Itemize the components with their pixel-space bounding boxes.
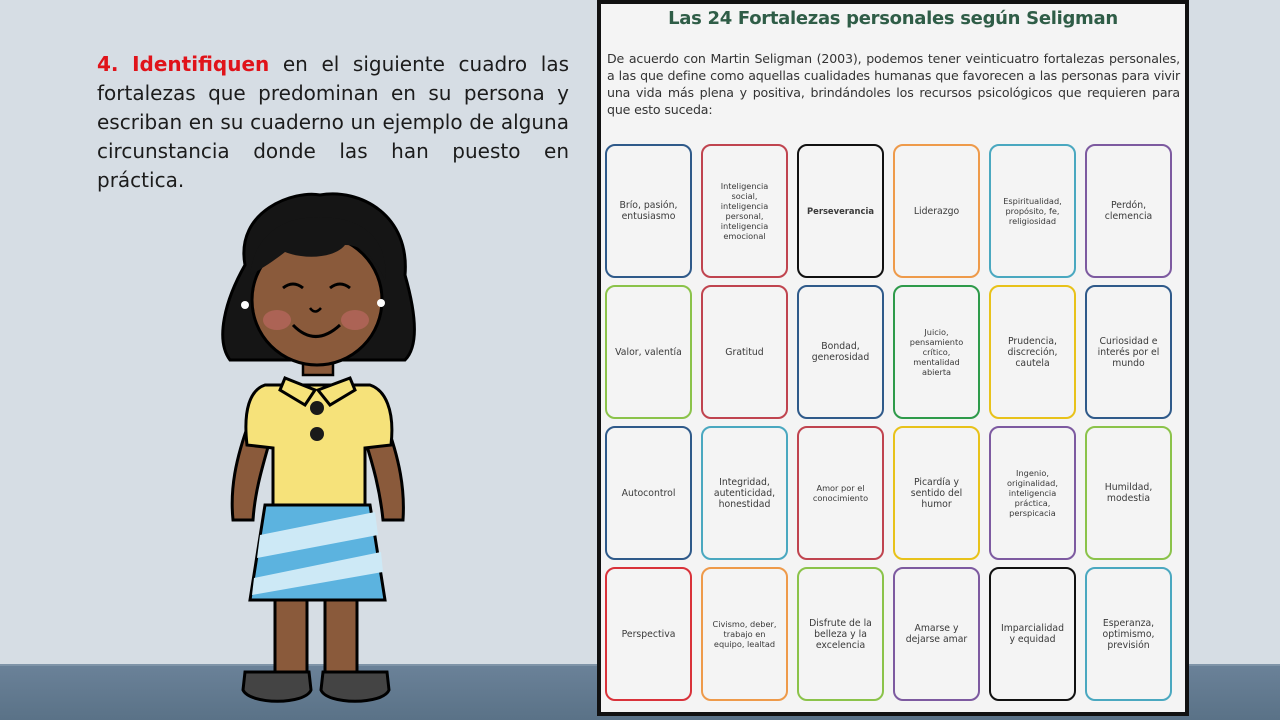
strength-card: [1085, 285, 1172, 419]
strength-card: [797, 285, 884, 419]
strength-card-label: Prudencia, discreción, cautela: [1007, 335, 1058, 369]
strength-card: [989, 285, 1076, 419]
strengths-grid: [605, 144, 1185, 712]
strength-card-label: Perspectiva: [621, 628, 676, 640]
strength-card: [893, 567, 980, 701]
strength-card: [605, 567, 692, 701]
strength-card: [605, 144, 692, 278]
strength-card-label: Picardía y sentido del humor: [910, 476, 963, 510]
instruction-number: 4.: [97, 52, 119, 76]
strength-card-label: Brío, pasión, entusiasmo: [619, 200, 678, 222]
strength-card: [605, 426, 692, 560]
strength-card-label: Civismo, deber, trabajo en equipo, lealtad: [712, 619, 777, 649]
strength-card: [701, 285, 788, 419]
strength-card: [701, 426, 788, 560]
strength-card-label: Curiosidad e interés por el mundo: [1097, 335, 1160, 369]
strength-card-label: Disfrute de la belleza y la excelencia: [809, 617, 872, 651]
strength-card: [893, 144, 980, 278]
strength-card-label: Humildad, modestia: [1104, 482, 1153, 504]
poster-intro: De acuerdo con Martin Seligman (2003), podemos tener veinticuatro fortalezas personales, a las que define como aquellas cualidades humanas que favorecen a las personas para vivir una vida más plena y positiva, brindándoles los recursos psicológicos que requieren para que esto suceda:: [607, 51, 1180, 117]
strength-card-label: Amor por el conocimiento: [812, 483, 869, 503]
strength-card-label: Inteligencia social, inteligencia personal, inteligencia emocional: [720, 181, 769, 241]
strength-card-label: Esperanza, optimismo, previsión: [1102, 617, 1155, 651]
strength-card-label: Juicio, pensamiento crítico, mentalidad abierta: [909, 327, 964, 377]
strength-card-label: Autocontrol: [621, 487, 676, 499]
strength-card-label: Valor, valentía: [615, 346, 682, 358]
strength-card: [605, 285, 692, 419]
strength-card: [1085, 567, 1172, 701]
strength-card: [989, 144, 1076, 278]
strength-card: [1085, 144, 1172, 278]
strengths-poster: [597, 0, 1189, 716]
strength-card: [701, 144, 788, 278]
strength-card-label: Perseverancia: [807, 205, 874, 216]
strength-card: [1085, 426, 1172, 560]
strength-card: [797, 426, 884, 560]
strength-card: [893, 426, 980, 560]
strength-card-label: Imparcialidad y equidad: [1000, 623, 1065, 645]
instruction-text: en el siguiente cuadro las fortalezas que predominan en su persona y escriban en su cuaderno un ejemplo de alguna circunstancia donde las han puesto en práctica.: [97, 52, 569, 192]
strength-card-label: Bondad, generosidad: [811, 341, 870, 363]
strength-card-label: Liderazgo: [913, 205, 960, 217]
strength-card-label: Integridad, autenticidad, honestidad: [713, 476, 776, 510]
strength-card: [701, 567, 788, 701]
strength-card: [797, 144, 884, 278]
poster-title: Las 24 Fortalezas personales según Seligman: [668, 8, 1118, 29]
strength-card: [893, 285, 980, 419]
strength-card: [989, 567, 1076, 701]
strength-card-label: Ingenio, originalidad, inteligencia práctica, perspicacia: [1007, 468, 1058, 518]
strength-card-label: Espiritualidad, propósito, fe, religiosidad: [1003, 196, 1062, 226]
strength-card: [797, 567, 884, 701]
instruction-paragraph: [97, 50, 569, 195]
strength-card-label: Gratitud: [725, 346, 764, 358]
strength-card: [989, 426, 1076, 560]
strength-card-label: Amarse y dejarse amar: [905, 623, 968, 645]
girl-illustration: [205, 190, 435, 715]
instruction-verb: Identifiquen: [132, 52, 270, 76]
strength-card-label: Perdón, clemencia: [1104, 200, 1153, 222]
